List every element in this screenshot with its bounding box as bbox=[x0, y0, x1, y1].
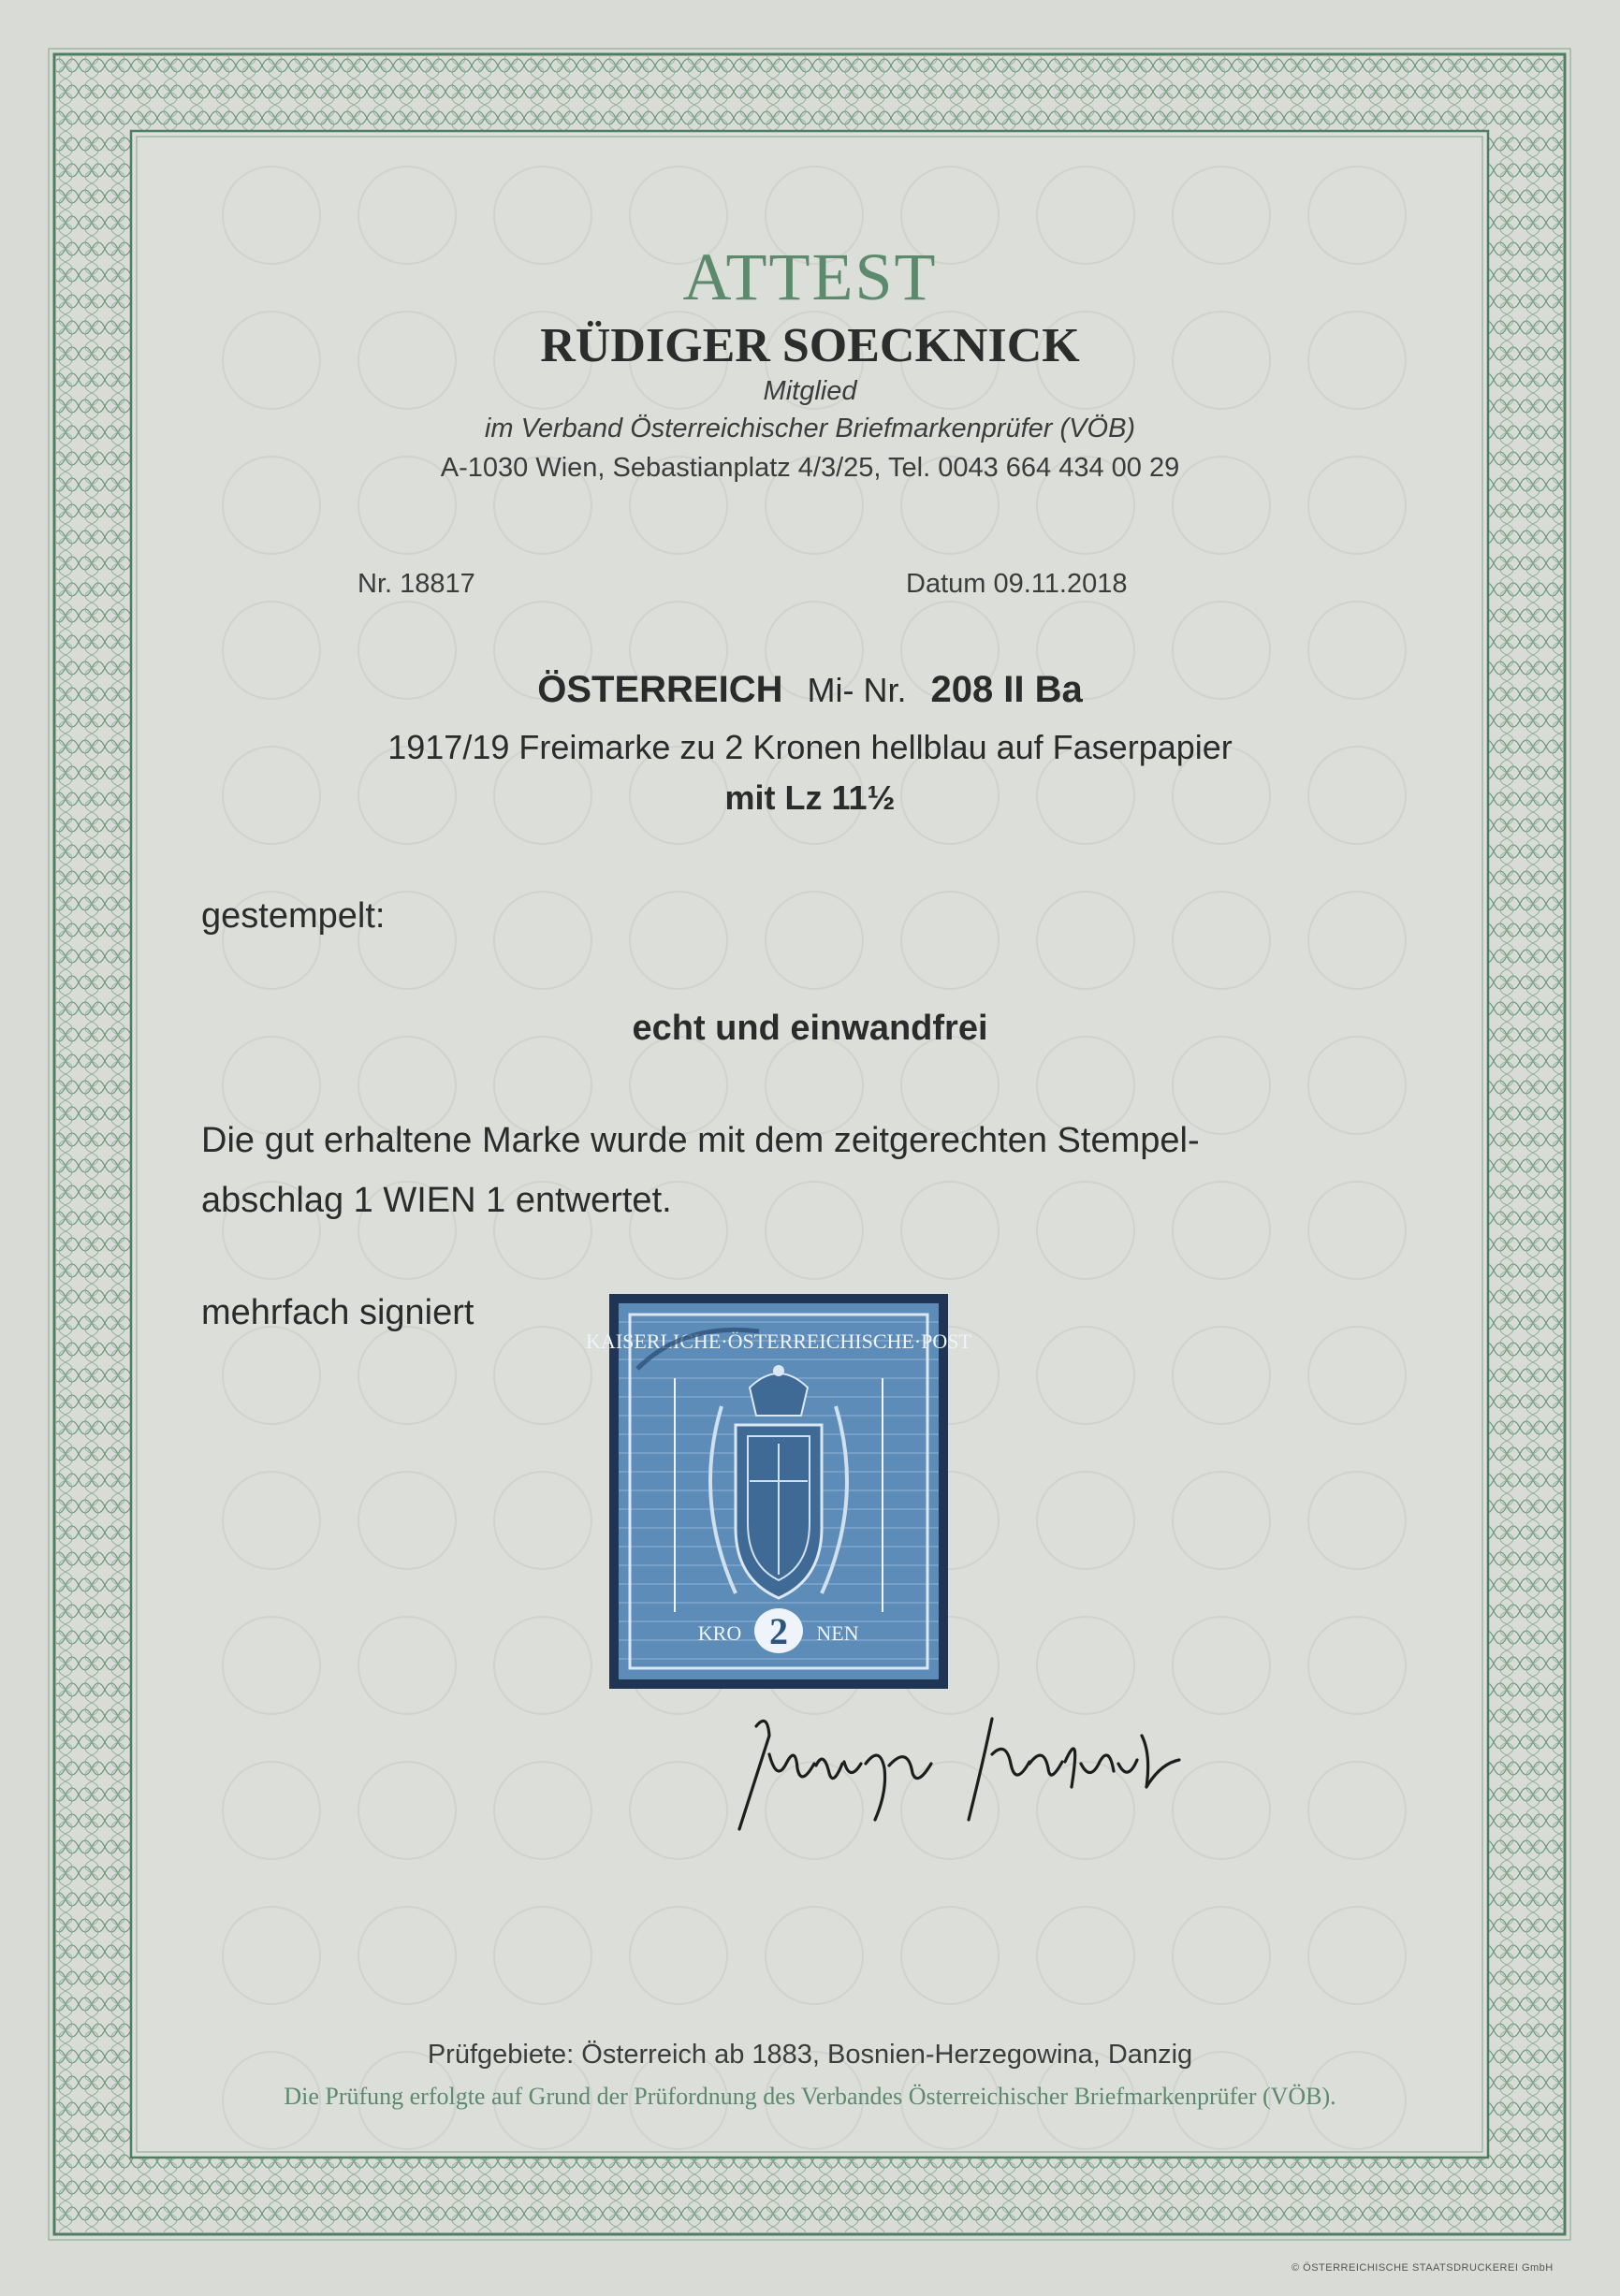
stamp-image bbox=[586, 1294, 971, 1689]
certificate-title: ATTEST bbox=[682, 240, 938, 314]
stamp-description: 1917/19 Freimarke zu 2 Kronen hellblau auf Faserpapier bbox=[387, 728, 1233, 766]
stamp-value-left: KRO bbox=[697, 1621, 742, 1645]
stamp-value-digit: 2 bbox=[769, 1610, 788, 1652]
verdict: echt und einwandfrei bbox=[632, 1009, 988, 1048]
remark-line-1: Die gut erhaltene Marke wurde mit dem zeitgerechten Stempel- bbox=[201, 1121, 1200, 1160]
catalog-number: 208 II Ba bbox=[930, 669, 1083, 710]
handwritten-signature-icon bbox=[711, 1698, 1198, 1838]
member-label: Mitglied bbox=[763, 376, 857, 406]
printer-credit: © ÖSTERREICHISCHE STAATSDRUCKEREI GmbH bbox=[1292, 2262, 1554, 2274]
stamp-value-right: NEN bbox=[816, 1621, 859, 1645]
examiner-name: RÜDIGER SOECKNICK bbox=[540, 319, 1080, 372]
perforation: mit Lz 11½ bbox=[724, 778, 896, 817]
certificate-number: Nr. 18817 bbox=[358, 569, 475, 599]
condition-label: gestempelt: bbox=[201, 896, 386, 936]
examination-areas: Prüfgebiete: Österreich ab 1883, Bosnien-Herzegowina, Danzig bbox=[427, 2040, 1193, 2070]
legal-notice: Die Prüfung erfolgte auf Grund der Prüfordnung des Verbandes Österreichischer Briefmarkenprüfer (VÖB). bbox=[284, 2083, 1336, 2110]
examiner-address: A-1030 Wien, Sebastianplatz 4/3/25, Tel. 0043 664 434 00 29 bbox=[440, 453, 1180, 483]
certificate-date: Datum 09.11.2018 bbox=[906, 569, 1128, 599]
stamp-top-text: KAISERLICHE·ÖSTERREICHISCHE·POST bbox=[586, 1330, 971, 1353]
catalog-line bbox=[0, 669, 1620, 711]
remark-line-2: abschlag 1 WIEN 1 entwertet. bbox=[201, 1181, 672, 1220]
association-name: im Verband Österreichischer Briefmarkenprüfer (VÖB) bbox=[484, 414, 1136, 443]
country: ÖSTERREICH bbox=[537, 669, 783, 710]
signed-note: mehrfach signiert bbox=[201, 1293, 474, 1332]
catalog-label: Mi- Nr. bbox=[807, 671, 907, 709]
